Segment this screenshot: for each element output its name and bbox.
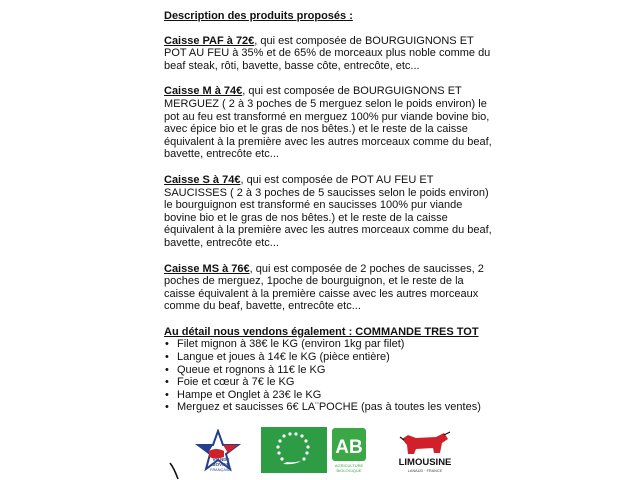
limousine-sub: LANAUD · FRANCE — [407, 469, 443, 473]
ab-caption1: AGRICULTURE — [334, 463, 364, 468]
detail-item: • Langue et joues à 14€ le KG (pièce entière) — [164, 351, 494, 364]
stray-mark-icon — [168, 462, 180, 480]
vbf-line1: VIANDE — [212, 457, 230, 462]
product-m-title: Caisse M à 74€ — [164, 85, 243, 98]
product-m — [164, 85, 494, 161]
detail-item: • Queue et rognons à 11€ le KG — [164, 364, 494, 377]
ab-letters: AB — [335, 437, 363, 458]
limousine-logo — [396, 429, 454, 475]
detail-item: • Filet mignon à 38€ le KG (environ 1kg par filet) — [164, 338, 494, 351]
vbf-line2: BOVINE — [212, 462, 230, 467]
product-paf-title: Caisse PAF à 72€ — [164, 34, 255, 47]
ab-agriculture-biologique-logo — [331, 427, 367, 475]
logo-strip — [0, 427, 640, 480]
eu-organic-leaf-logo — [261, 427, 327, 473]
products-heading: Description des produits proposés : — [164, 10, 353, 22]
product-paf-text: , qui est composée de BOURGUIGNONS ET POT AU FEU à 35% et de 65% de morceaux plus noble comme du beaf steak, rôti, bavette, basse côte, entrecôte, etc... — [164, 34, 491, 72]
product-m-text: , qui est composée de BOURGUIGNONS ET MERGUEZ ( 2 à 3 poches de 5 merguez selon le poids environ) le pot au feu est transformé en merguez 100% pur viande bovine bio, avec épice bio et le gras de nos bêtes.) et le reste de la caisse équivalent à la première avec les autres morceaux comme du beaf, bavette, entrecôte etc... — [164, 85, 492, 161]
detail-item: • Merguez et saucisses 6€ LA¨POCHE (pas à toutes les ventes) — [164, 401, 494, 414]
detail-heading: Au détail nous vendons également : COMMANDE TRES TOT — [164, 325, 479, 338]
product-ms-title: Caisse MS à 76€ — [164, 262, 250, 275]
product-s-text: , qui est composée de POT AU FEU ET SAUCISSES ( 2 à 3 poches de 5 saucisses selon le poids environ) le bourguignon est transformé en saucisses 100% pur viande bovine bio et le gras de nos bêtes.) et le reste de la caisse équivalent à la première avec les autres morceaux comme du beaf, bavette, entrecôte etc... — [164, 173, 492, 249]
product-paf — [164, 35, 494, 73]
vbf-line3: FRANÇAISE — [210, 468, 232, 472]
detail-list — [164, 338, 494, 414]
limousine-name: LIMOUSINE — [398, 457, 452, 468]
product-s — [164, 174, 494, 250]
product-ms — [164, 263, 494, 313]
product-ms-text: , qui est composée de 2 poches de saucisses, 2 poches de merguez, 1poche de bourguignon, et le reste de la caisse équivalent à la première caisse avec les autres morceaux comme du beaf, bavette, entrecôte etc... — [164, 262, 484, 313]
ab-caption2: BIOLOGIQUE — [336, 468, 362, 473]
detail-item: • Foie et cœur à 7€ le KG — [164, 376, 494, 389]
viande-bovine-francaise-logo — [194, 429, 242, 475]
product-s-title: Caisse S à 74€ — [164, 173, 241, 186]
document — [164, 10, 494, 414]
detail-item: • Hampe et Onglet à 23€ le KG — [164, 389, 494, 402]
